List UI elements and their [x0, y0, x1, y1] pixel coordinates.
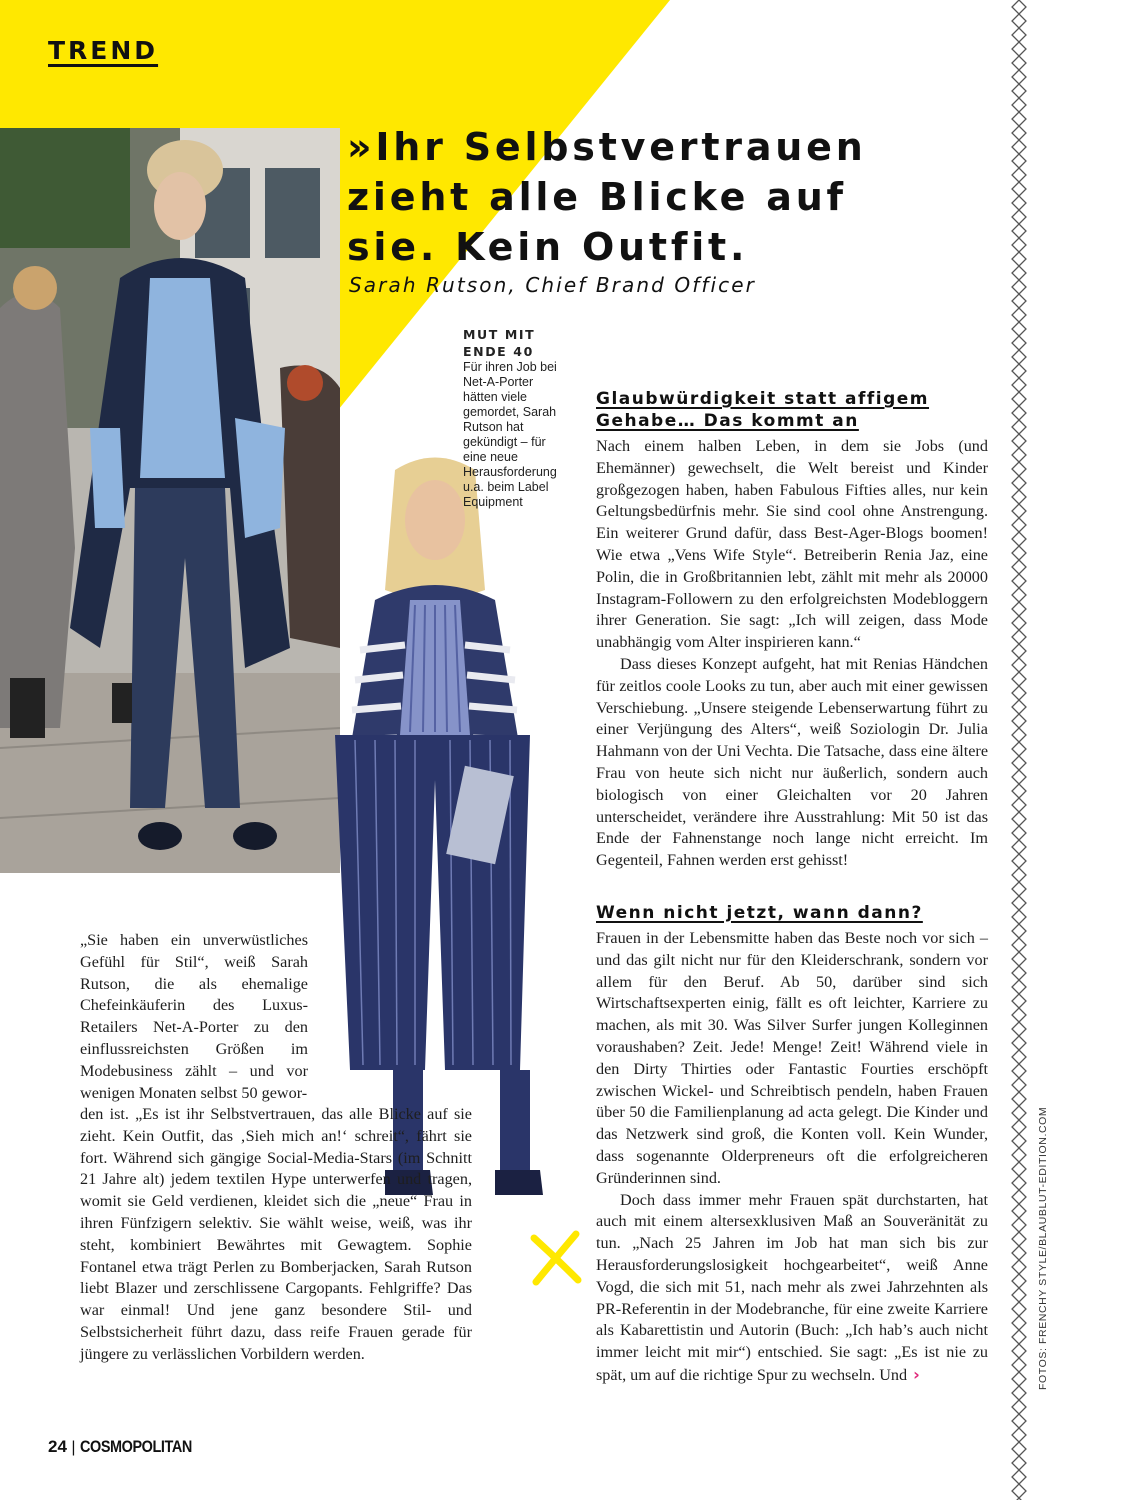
headline-line: sie. Kein Outfit.: [347, 225, 749, 269]
photo-street-style-left: [0, 128, 340, 873]
body-paragraph: Dass dieses Konzept aufgeht, hat mit Renias Händchen für zeitlos coole Looks zu tun, aber auch mit einer gewissen Verschiebung. „Unsere steigende Lebenserwartung führt zu einer Verjüngung des Alters“, weiß Soziologin Dr. Julia Hahmann von der Uni Vechta. Die Tatsache, dass eine ältere Frau von heute sich nicht nur äußerlich, sondern auch biologisch von einer Gleichalten vor 20 Jahren unterscheidet, verändere ihre Ausstrahlung: Mit 50 ist das Ende der Fahnenstange noch lange nicht erreicht. Im Gegenteil, Fahnen werden erst gehisst!: [596, 654, 988, 870]
magazine-name: COSMOPOLITAN: [79, 1437, 192, 1456]
body-paragraph: [596, 1190, 988, 1387]
intro-text-narrow: „Sie haben ein unverwüstliches Gefühl für Stil“, weiß Sarah Rutson, die als ehemalige Chefeinkäuferin des Luxus-Retailers Net-A-Porter zu den einflussreichsten Größen im Modebusiness zählt – und vor wenigen Monaten selbst 50 gewor-: [80, 931, 308, 1102]
folio: [48, 1437, 212, 1457]
caption-heading-line: MUT MIT: [463, 327, 536, 342]
photo-cutout-striped-outfit: [325, 450, 545, 1210]
section-label: TREND: [48, 36, 159, 65]
folio-separator: |: [71, 1439, 76, 1456]
intro-text-wide: den ist. „Es ist ihr Selbstvertrauen, das alle Blicke auf sie zieht. Kein Outfit, das ‚Sieh mich an!‘ schreit“, fährt sie fort. Während sich gängige Social-Media-Stars (im Schnitt 21 Jahre alt) jedem textilen Hype unterwerfen und tragen, womit sie Geld verdienen, kleidet sich die „neue“ Frau in ihren Fünfzigern selektiv. Sie wählt weise, weiß, was ihr steht, kombiniert Bewährtes mit Gewagtem. Sophie Fontanel etwa trägt Perlen zu Bomberjacken, Sarah Rutson liebt Blazer und zerschlissene Cargopants. Fehlgriffe? Das war einmal! Und jene ganz besondere Stil- und Selbstsicherheit führt dazu, dass reife Frauen gerade für jüngere zu verlässlichen Vorbildern werden.: [80, 1105, 472, 1363]
x-mark-icon: [526, 1228, 586, 1288]
photo-caption: [463, 326, 563, 510]
section-heading-line: Gehabe… Das kommt an: [596, 411, 859, 431]
section-body: [596, 436, 988, 872]
headline-line: zieht alle Blicke auf: [347, 175, 847, 219]
photo-credit: FOTOS: FRENCHY STYLE/BLAUBLUT-EDITION.COM: [1037, 1106, 1049, 1390]
body-paragraph: Frauen in der Lebensmitte haben das Beste noch vor sich – und das gilt nicht nur für den Kleiderschrank, sondern vor allem für den Beruf. Ab 50, darüber sind sich Wirtschaftsexperten einig, fällt es oft leichter, Karriere zu machen, als mit 30. Was Silver Surfer jungen Kolleginnen voraushaben? Zeit. Jede! Menge! Zeit! Während viele in den Dirty Thirties oder Fantastic Fourties erschöpft zwischen Wickel- und Schreibtisch pendeln, haben Frauen über 50 die Familienplanung ad acta gelegt. Die Kinder und das Netzwerk sind groß, die Konten voll. Kein Wunder, dass sogenannte Olderpreneurs oft die erfolgreicheren Gründerinnen sind.: [596, 929, 988, 1187]
section-heading: [596, 902, 988, 924]
caption-heading-line: ENDE 40: [463, 344, 534, 359]
quote-attribution: Sarah Rutson, Chief Brand Officer: [349, 273, 756, 297]
page-number: 24: [48, 1437, 67, 1456]
section-heading-line: Glaubwürdigkeit statt affigem: [596, 389, 930, 409]
headline-line: »Ihr Selbstvertrauen: [347, 125, 867, 169]
page-edge-border: [1010, 0, 1028, 1500]
caption-text: Für ihren Job bei Net-A-Porter hätten viele gemordet, Sarah Rutson hat gekündigt – für eine neue Herausforderung u.a. beim Label Equipment: [463, 360, 557, 509]
section-body: [596, 928, 988, 1387]
chevron-right-icon: ›: [913, 1364, 920, 1384]
section-credibility: [596, 388, 988, 872]
section-if-not-now: [596, 902, 988, 1387]
headline: [347, 122, 987, 272]
section-heading-line: Wenn nicht jetzt, wann dann?: [596, 903, 923, 923]
body-paragraph-text: Doch dass immer mehr Frauen spät durchstarten, hat auch mit einem altersexklusiven Maß an Souveränität zu tun. „Nach 25 Jahren im Job hat man sich bis zur Herausforderungslosigkeit hochgearbeitet“, weiß Anne Vogd, die sich mit 51, nach mehr als zwei Jahrzehnten als PR-Referentin in der Modebranche, für eine zweite Karriere als Kabarettistin und Autorin (Buch: „Ich hab’s auch nicht immer leicht mit mir“) entschied. Sie sagt: „Es ist nie zu spät, um auf die richtige Spur zu wechseln. Und: [596, 1190, 988, 1384]
section-heading: [596, 388, 988, 432]
body-paragraph: Nach einem halben Leben, in dem sie Jobs (und Ehemänner) gewechselt, die Welt bereist und Kinder großgezogen haben, haben Fabulous Fifties alles, nur kein Geltungsbedürfnis mehr. Sie sind cool ohne Anstrengung. Ein weiterer Grund dafür, dass Best-Ager-Blogs boomen! Wie etwa „Vens Wife Style“. Betreiberin Renia Jaz, eine Polin, die in Großbritannien lebt, zählt mit mehr als 20000 Instagram-Followern zu den erfolgreichsten Modebloggern ihrer Generation. Sie sagt: „Ich will zeigen, dass Mode unabhängig vom Alter inspirieren kann.“: [596, 437, 988, 652]
